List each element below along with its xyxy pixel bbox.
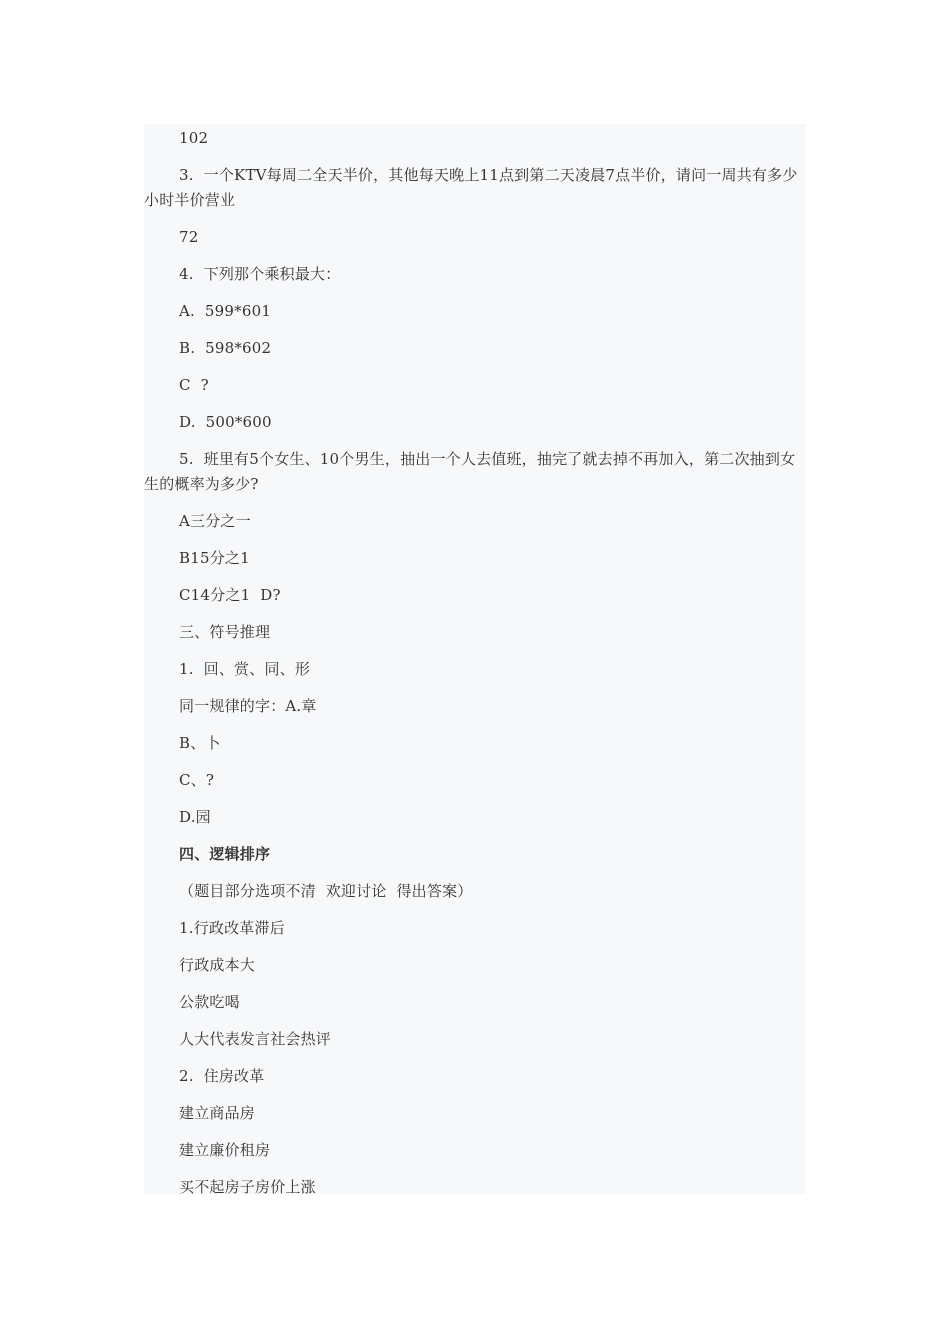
item-text: 买不起房子房价上涨 [179,1178,316,1196]
item-text: 建立廉价租房 [179,1141,271,1159]
option-text: C14分之1 D? [179,586,281,604]
section-heading-bold: 四、逻辑排序 [179,845,271,863]
question-text: 2. 住房改革 [179,1067,265,1085]
option-text: A三分之一 [179,512,251,530]
question-text: 5. 班里有5个女生、10个男生，抽出一个人去值班，抽完了就去掉不再加入，第二次抽到女生的概率为多少? [144,450,796,493]
document-content [144,124,806,1194]
item-text: 人大代表发言社会热评 [179,1030,332,1048]
option-text: 同一规律的字：A.章 [179,697,317,715]
option-text: B、卜 [179,734,221,752]
option-text: B. 598*602 [179,339,272,357]
item-text: 行政成本大 [179,956,256,974]
question-text: 1. 回、赏、同、形 [179,660,311,678]
option-text: D.园 [179,808,211,826]
answer-text: 72 [179,228,199,246]
option-text: B15分之1 [179,549,250,567]
note-text: （题目部分选项不清 欢迎讨论 得出答案） [179,882,473,900]
question-text: 3. 一个KTV每周二全天半价，其他每天晚上11点到第二天凌晨7点半价，请问一周共有多少小时半价营业 [144,166,798,209]
item-text: 公款吃喝 [179,993,240,1011]
item-text: 建立商品房 [179,1104,256,1122]
option-text: C ? [179,376,209,394]
question-text: 1.行政改革滞后 [179,919,285,937]
option-text: D. 500*600 [179,413,272,431]
option-text: C、? [179,771,215,789]
section-heading: 三、符号推理 [179,623,271,641]
answer-text: 102 [179,129,209,147]
question-text: 4. 下列那个乘积最大： [179,265,341,283]
option-text: A. 599*601 [179,302,272,320]
